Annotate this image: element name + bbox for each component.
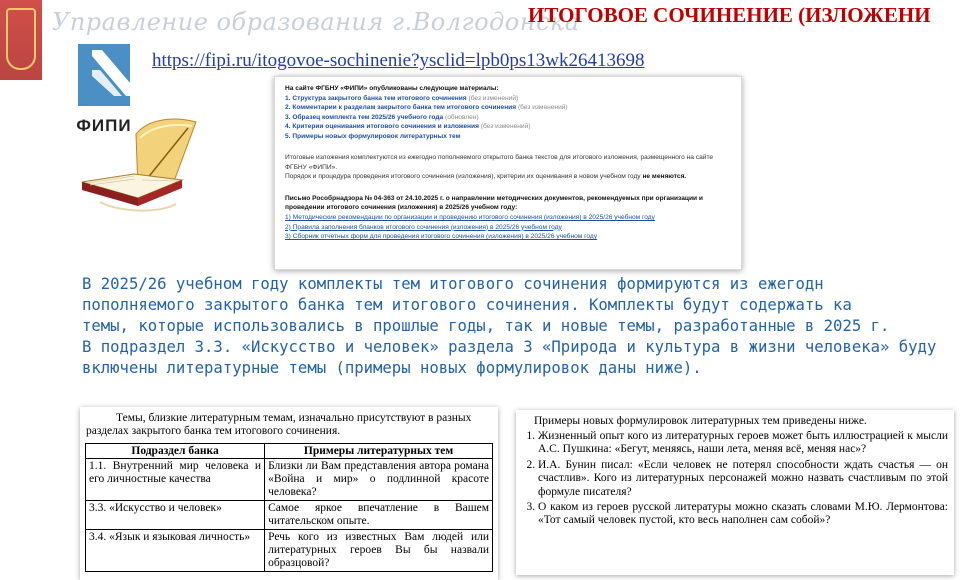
- info-paragraph: [82, 274, 960, 379]
- material-link[interactable]: 2. Комментарии к разделам закрытого банка тем итогового сочинения: [285, 104, 517, 112]
- card-material-item: [285, 113, 731, 123]
- subsection-cell: 3.4. «Язык и языковая личность»: [86, 530, 265, 572]
- document-link[interactable]: 3) Сборник отчетных форм для проведения итогового сочинения (изложения) в 2025/26 учебном году: [285, 233, 598, 241]
- example-topic-cell: Самое яркое впечатление в Вашем читательском опыте.: [265, 501, 493, 530]
- card-material-item: [285, 94, 731, 104]
- material-link[interactable]: 1. Структура закрытого банка тем итогового сочинения: [285, 94, 467, 102]
- table-row: [86, 501, 493, 530]
- fipi-slash-icon: [92, 50, 136, 96]
- material-status-note: (без изменений): [517, 104, 568, 112]
- topics-table: [85, 443, 493, 572]
- new-topics-card: [516, 410, 954, 575]
- paragraph-line: темы, которые использовались в прошлые годы, так и новые темы, разработанные в 2025 г.: [82, 317, 890, 335]
- card-material-list: [285, 94, 731, 142]
- subsection-cell: 3.3. «Искусство и человек»: [86, 501, 265, 530]
- card-material-item: [285, 132, 731, 142]
- paragraph-line: В подраздел 3.3. «Искусство и человек» раздела 3 «Природа и культура в жизни человека» буду: [82, 338, 937, 356]
- example-topic-cell: Близки ли Вам представления автора романа «Война и мир» о подлинной красоте человека?: [265, 459, 493, 501]
- example-topic-cell: Речь кого из известных Вам людей или литературных героев Вы бы назвали образцовой?: [265, 530, 493, 572]
- table-header-examples: Примеры литературных тем: [265, 444, 493, 459]
- material-status-note: (без изменений): [480, 123, 531, 131]
- table-row: [86, 459, 493, 501]
- table-intro: Темы, близкие литературным темам, изначально присутствуют в разных разделах закрытого банка тем итогового сочинения.: [86, 412, 472, 437]
- card-heading: На сайте ФГБНУ «ФИПИ» опубликованы следующие материалы:: [285, 85, 499, 92]
- card-doc-list: [285, 213, 731, 242]
- new-topic-item: 3. О каком из героев русской литературы можно сказать словами М.Ю. Лермонтова: «Тот самый человек пустой, кто весь наполнен сам собой»?: [538, 501, 948, 528]
- card-info-text-2: Порядок и процедура проведения итогового сочинения (изложения), критерии их оценивания в новом учебном году не меняются.: [285, 173, 687, 181]
- card-material-item: [285, 122, 731, 132]
- department-name: Управление образования г.Волгодонска: [52, 8, 580, 36]
- new-topics-list: [516, 430, 954, 530]
- document-link[interactable]: 1) Методические рекомендации по организации и проведению итогового сочинения (изложения) в 2025/26 учебном году: [285, 214, 655, 222]
- topics-table-card: [80, 407, 498, 580]
- table-row: [86, 530, 493, 572]
- city-emblem: [0, 0, 42, 80]
- fipi-link[interactable]: https://fipi.ru/itogovoe-sochinenie?ysclid=lpb0ps13wk26413698: [152, 50, 645, 71]
- subsection-cell: 1.1. Внутренний мир человека и его личностные качества: [86, 459, 265, 501]
- fipi-logo-text: ФИПИ: [76, 116, 132, 135]
- table-header-subsection: Подраздел банка: [86, 444, 265, 459]
- paragraph-line: пополняемого закрытого банка тем итогового сочинения. Комплекты будут содержать ка: [82, 296, 852, 314]
- fipi-logo-mark: [78, 44, 130, 106]
- material-link[interactable]: 5. Примеры новых формулировок литературных тем: [285, 132, 461, 140]
- material-status-note: (без изменений): [468, 94, 519, 102]
- card-letter-title: Письмо Рособрнадзора № 04-363 от 24.10.2025 г. о направлении методических документов, рекомендуемых при организации и проведении итогового сочинения (изложения) в 2025/26 учебном году:: [285, 194, 703, 212]
- material-link[interactable]: 4. Критерии оценивания итогового сочинения и изложения: [285, 123, 479, 131]
- document-link[interactable]: 2) Правила заполнения бланков итогового сочинения (изложения) в 2025/26 учебном году: [285, 223, 562, 231]
- card-info-text: Итоговые изложения комплектуются из ежегодно пополняемого открытого банка текстов для итогового изложения, размещенного на сайте ФГБНУ «ФИПИ».: [285, 154, 714, 171]
- open-book-quill-icon: [78, 114, 198, 224]
- page-title: ИТОГОВОЕ СОЧИНЕНИЕ (ИЗЛОЖЕНИ: [528, 3, 931, 27]
- paragraph-line: В 2025/26 учебном году комплекты тем итогового сочинения формируются из ежегодн: [82, 275, 824, 293]
- card-material-item: [285, 103, 731, 113]
- paragraph-line: включены литературные темы (примеры новых формулировок даны ниже).: [82, 359, 702, 377]
- material-status-note: (обновлен): [445, 113, 479, 121]
- new-topic-item: 1. Жизненный опыт кого из литературных героев может быть иллюстрацией к мысли А.С. Пушкина: «Бегут, меняясь, наши лета, меняя всё, меняя нас»?: [538, 430, 948, 457]
- new-topics-intro: Примеры новых формулировок литературных тем приведены ниже.: [534, 415, 867, 427]
- emblem-shield-icon: [6, 8, 36, 70]
- new-topic-item: 2. И.А. Бунин писал: «Если человек не потерял способности ждать счастья — он счастлив». Кого из литературных персонажей можно назвать счастливым по этой формуле писателя?: [538, 459, 948, 499]
- material-link[interactable]: 3. Образец комплекта тем 2025/26 учебного года: [285, 113, 444, 121]
- fipi-materials-card: [274, 76, 742, 270]
